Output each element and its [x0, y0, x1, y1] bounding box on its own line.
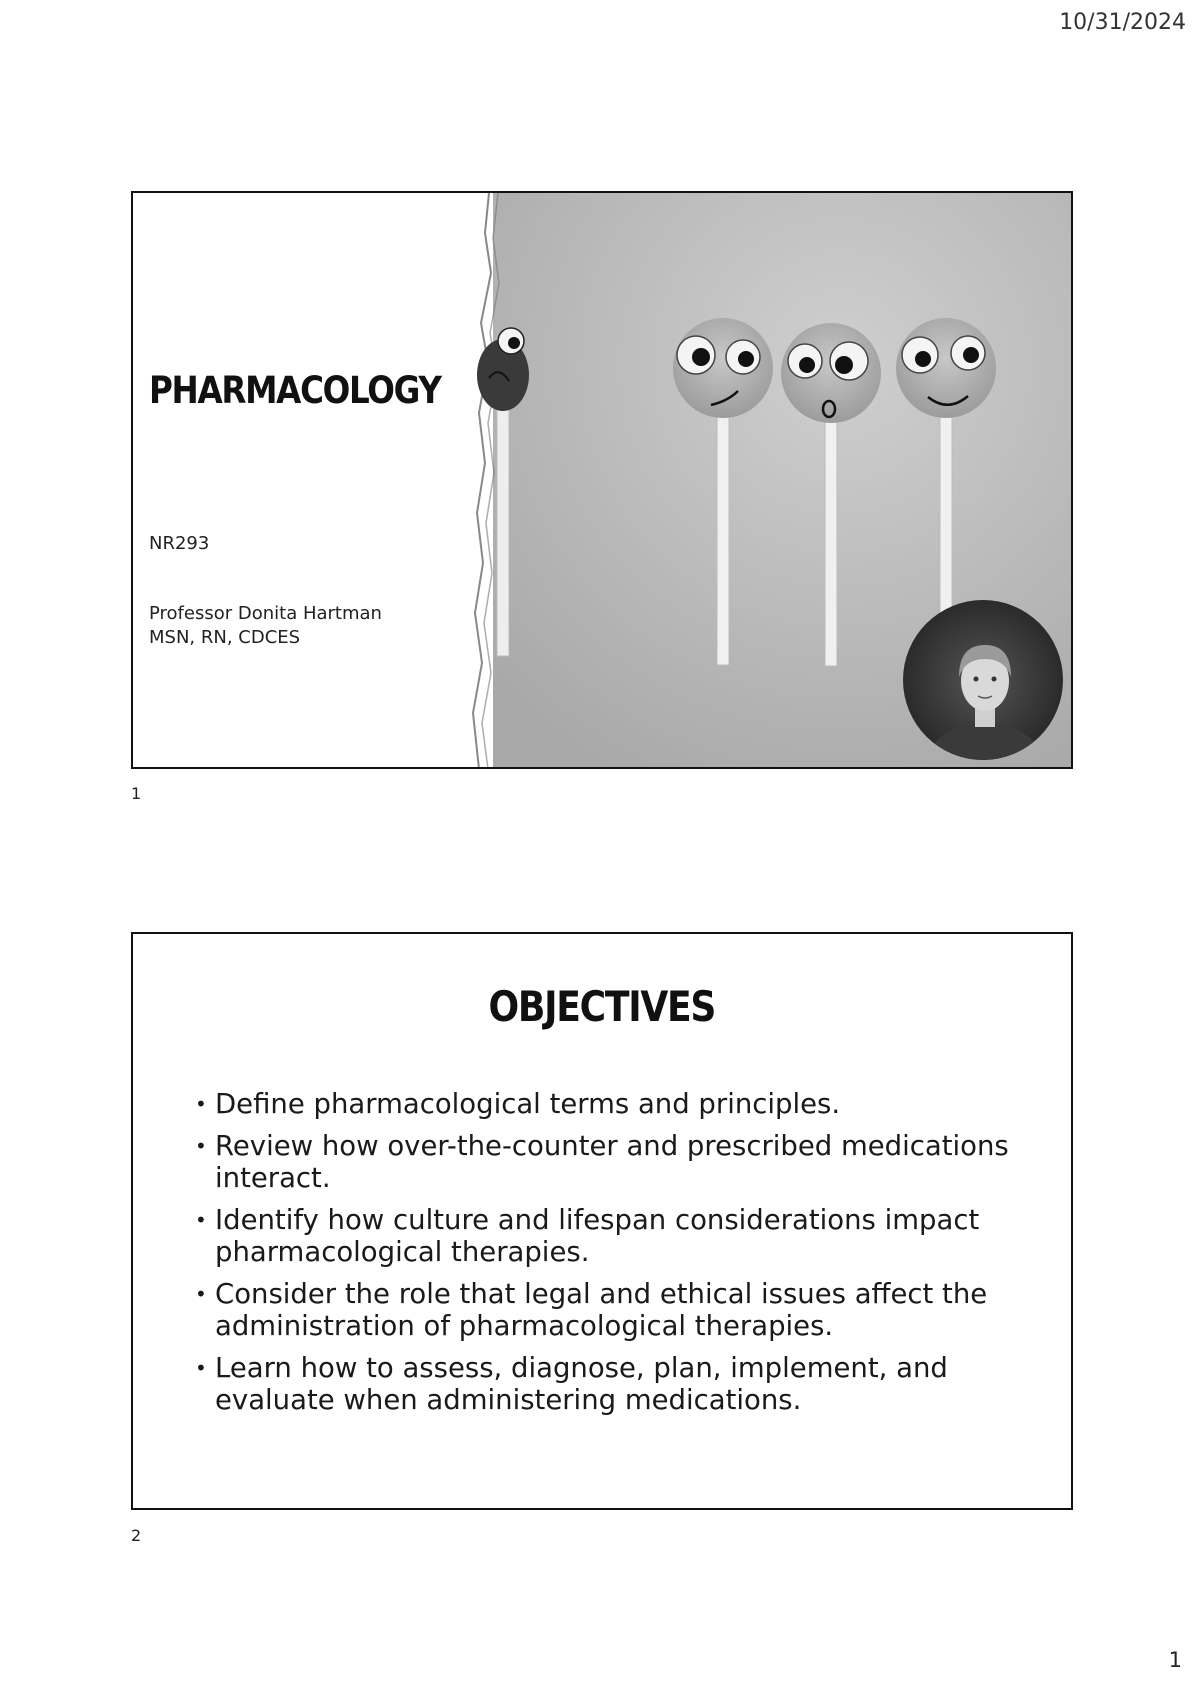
objective-item [195, 1088, 1015, 1120]
bullet-icon: • [195, 1282, 207, 1306]
slide-number-2: 2 [131, 1526, 142, 1545]
objective-text: Identify how culture and lifespan considerations impact pharmacological therapies. [215, 1204, 980, 1268]
objective-text: Review how over-the-counter and prescribed medications interact. [215, 1130, 1009, 1194]
objective-text: Learn how to assess, diagnose, plan, implement, and evaluate when administering medications. [215, 1352, 948, 1416]
objectives-list [195, 1088, 1015, 1426]
objective-item [195, 1352, 1015, 1416]
slide-2 [131, 932, 1073, 1510]
page-number: 1 [1168, 1648, 1182, 1672]
presenter-info [149, 602, 382, 650]
objective-item [195, 1278, 1015, 1342]
slide-1-title: PHARMACOLOGY [149, 369, 441, 412]
bullet-icon: • [195, 1134, 207, 1158]
objective-text: Define pharmacological terms and principles. [215, 1088, 841, 1120]
bullet-icon: • [195, 1092, 207, 1116]
slide-number-1: 1 [131, 784, 142, 803]
objective-text: Consider the role that legal and ethical issues affect the administration of pharmacological therapies. [215, 1278, 988, 1342]
objective-item [195, 1204, 1015, 1268]
page-date: 10/31/2024 [1059, 10, 1186, 35]
slide-1 [131, 191, 1073, 769]
slide-2-title [133, 982, 1071, 1031]
bullet-icon: • [195, 1356, 207, 1380]
presenter-credentials: MSN, RN, CDCES [149, 627, 301, 648]
lollipop-faces-photo [133, 193, 1071, 767]
objectives-heading: OBJECTIVES [488, 982, 716, 1031]
bullet-icon: • [195, 1208, 207, 1232]
presenter-name: Professor Donita Hartman [149, 603, 382, 624]
objective-item [195, 1130, 1015, 1194]
course-code: NR293 [149, 533, 210, 554]
